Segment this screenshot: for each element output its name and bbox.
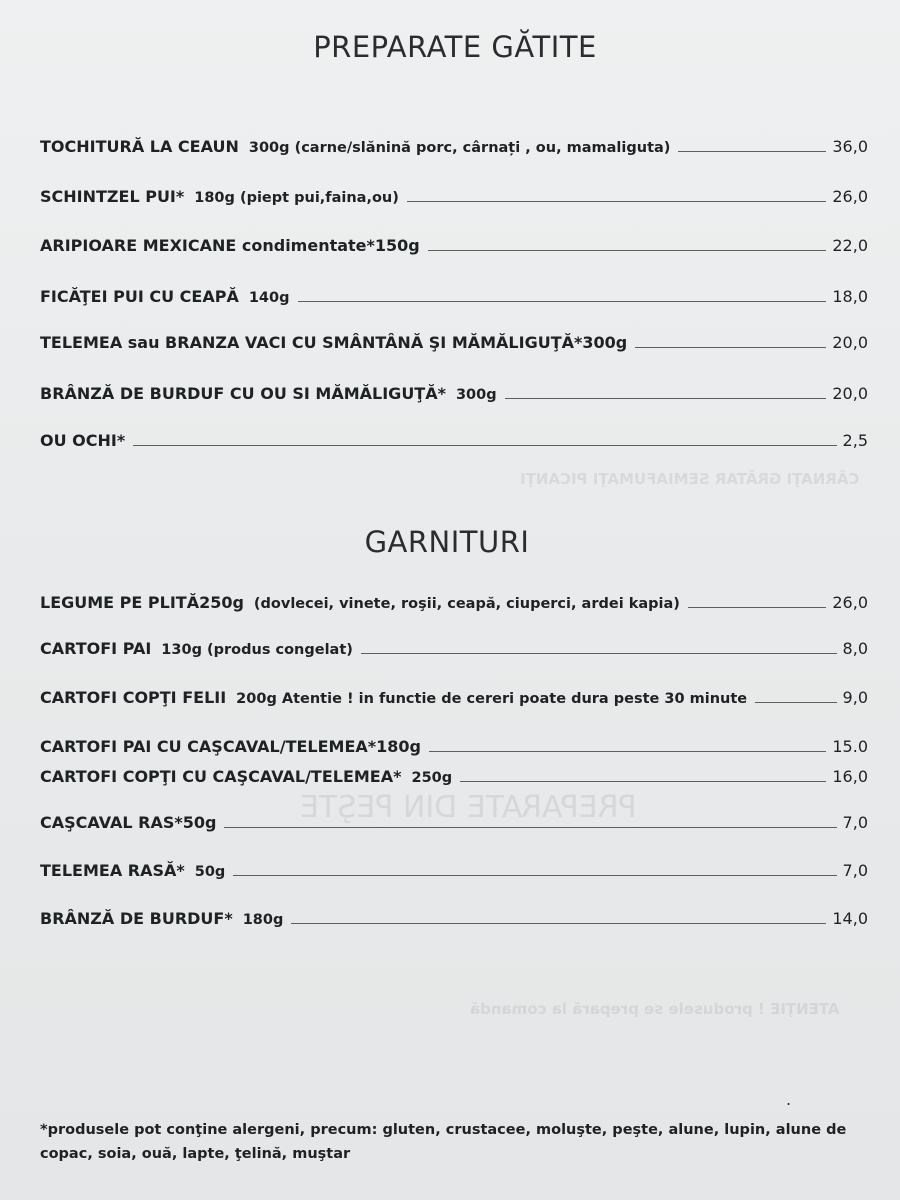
menu-item-price: 36,0 xyxy=(832,137,868,156)
menu-item-price: 18,0 xyxy=(832,287,868,306)
leader-line xyxy=(361,653,837,654)
menu-item-price: 14,0 xyxy=(832,909,868,928)
menu-item-name: CARTOFI COPŢI FELII xyxy=(40,688,227,707)
leader-line xyxy=(133,445,836,446)
allergen-footnote: *produsele pot conţine alergeni, precum: gluten, crustacee, moluşte, peşte, alune, lupin, alune de copac, soia, ouă, lapte, ţelină, muştar xyxy=(40,1122,847,1162)
bleed-through-text: CÂRNAŢI GRĂTAR SEMIAFUMAŢI PICANŢI xyxy=(520,470,860,488)
menu-item xyxy=(40,760,868,786)
leader-line xyxy=(460,781,826,782)
menu-item-name: CARTOFI PAI xyxy=(40,639,152,658)
menu-item-price: 2,5 xyxy=(842,431,868,450)
menu-item xyxy=(40,632,868,658)
menu-item-price: 15.0 xyxy=(832,737,868,756)
menu-item-name: BRÂNZĂ DE BURDUF* xyxy=(40,909,233,928)
section-title-garnituri: GARNITURI xyxy=(364,525,530,559)
leader-line xyxy=(678,151,826,152)
menu-item-name: OU OCHI* xyxy=(40,431,126,450)
section-title-preparate: PREPARATE GĂTITE xyxy=(313,30,597,64)
menu-item-price: 26,0 xyxy=(832,187,868,206)
leader-line xyxy=(298,301,827,302)
menu-item-description: 130g (produs congelat) xyxy=(161,642,353,658)
menu-item-name: TELEMEA RASĂ* xyxy=(40,861,185,880)
leader-line xyxy=(233,875,836,876)
menu-item-price: 16,0 xyxy=(832,767,868,786)
leader-line xyxy=(407,201,826,202)
leader-line xyxy=(505,398,827,399)
menu-item-price: 7,0 xyxy=(842,813,868,832)
menu-item xyxy=(40,854,868,880)
menu-item xyxy=(40,130,868,156)
leader-line xyxy=(429,751,826,752)
menu-item-name: TELEMEA sau BRANZA VACI CU SMÂNTÂNĂ ŞI MĂMĂLIGUŢĂ*300g xyxy=(40,333,628,352)
menu-item-description: (dovlecei, vinete, roşii, ceapă, ciuperci, ardei kapia) xyxy=(253,596,680,612)
bleed-through-text: ATENŢIE ! produsele se prepară la comandă xyxy=(470,1000,840,1018)
menu-item-description: 140g xyxy=(248,290,290,306)
menu-item xyxy=(40,681,868,707)
menu-item-name: TOCHITURĂ LA CEAUN xyxy=(40,137,239,156)
leader-line xyxy=(224,827,836,828)
menu-item-name: BRÂNZĂ DE BURDUF CU OU SI MĂMĂLIGUŢĂ* xyxy=(40,384,446,403)
menu-item xyxy=(40,326,868,352)
menu-item-price: 26,0 xyxy=(832,593,868,612)
menu-item-price: 7,0 xyxy=(842,861,868,880)
menu-item-description: 200g Atentie ! in functie de cereri poate dura peste 30 minute xyxy=(236,691,748,707)
menu-item-name: SCHINTZEL PUI* xyxy=(40,187,185,206)
menu-item xyxy=(40,424,868,450)
menu-item-description: 180g xyxy=(242,912,284,928)
menu-item-name: CAŞCAVAL RAS*50g xyxy=(40,813,217,832)
menu-item-name: ARIPIOARE MEXICANE condimentate*150g xyxy=(40,236,420,255)
menu-item-description: 250g xyxy=(411,770,453,786)
ink-dot: . xyxy=(786,1090,792,1109)
menu-item-price: 20,0 xyxy=(832,333,868,352)
leader-line xyxy=(428,250,827,251)
menu-item-description: 300g xyxy=(455,387,497,403)
leader-line xyxy=(688,607,826,608)
menu-item xyxy=(40,180,868,206)
menu-item xyxy=(40,586,868,612)
menu-item xyxy=(40,806,868,832)
leader-line xyxy=(291,923,826,924)
menu-item-description: 300g (carne/slănină porc, cârnați , ou, mamaliguta) xyxy=(248,140,671,156)
menu-item-name: CARTOFI COPŢI CU CAŞCAVAL/TELEMEA* xyxy=(40,767,402,786)
menu-item-price: 20,0 xyxy=(832,384,868,403)
menu-item xyxy=(40,730,868,756)
menu-item-name: LEGUME PE PLITĂ250g xyxy=(40,593,244,612)
menu-item xyxy=(40,229,868,255)
menu-item-price: 9,0 xyxy=(842,688,868,707)
menu-item-price: 22,0 xyxy=(832,236,868,255)
bleed-through-text: PREPARATE DIN PEŞTE xyxy=(300,790,637,825)
menu-item-price: 8,0 xyxy=(842,639,868,658)
menu-item xyxy=(40,902,868,928)
menu-item xyxy=(40,377,868,403)
menu-item-description: 50g xyxy=(194,864,226,880)
menu-item-description: 180g (piept pui,faina,ou) xyxy=(194,190,399,206)
leader-line xyxy=(755,702,836,703)
menu-item-name: CARTOFI PAI CU CAŞCAVAL/TELEMEA*180g xyxy=(40,737,421,756)
menu-item-name: FICĂŢEI PUI CU CEAPĂ xyxy=(40,287,239,306)
leader-line xyxy=(635,347,826,348)
menu-item xyxy=(40,280,868,306)
